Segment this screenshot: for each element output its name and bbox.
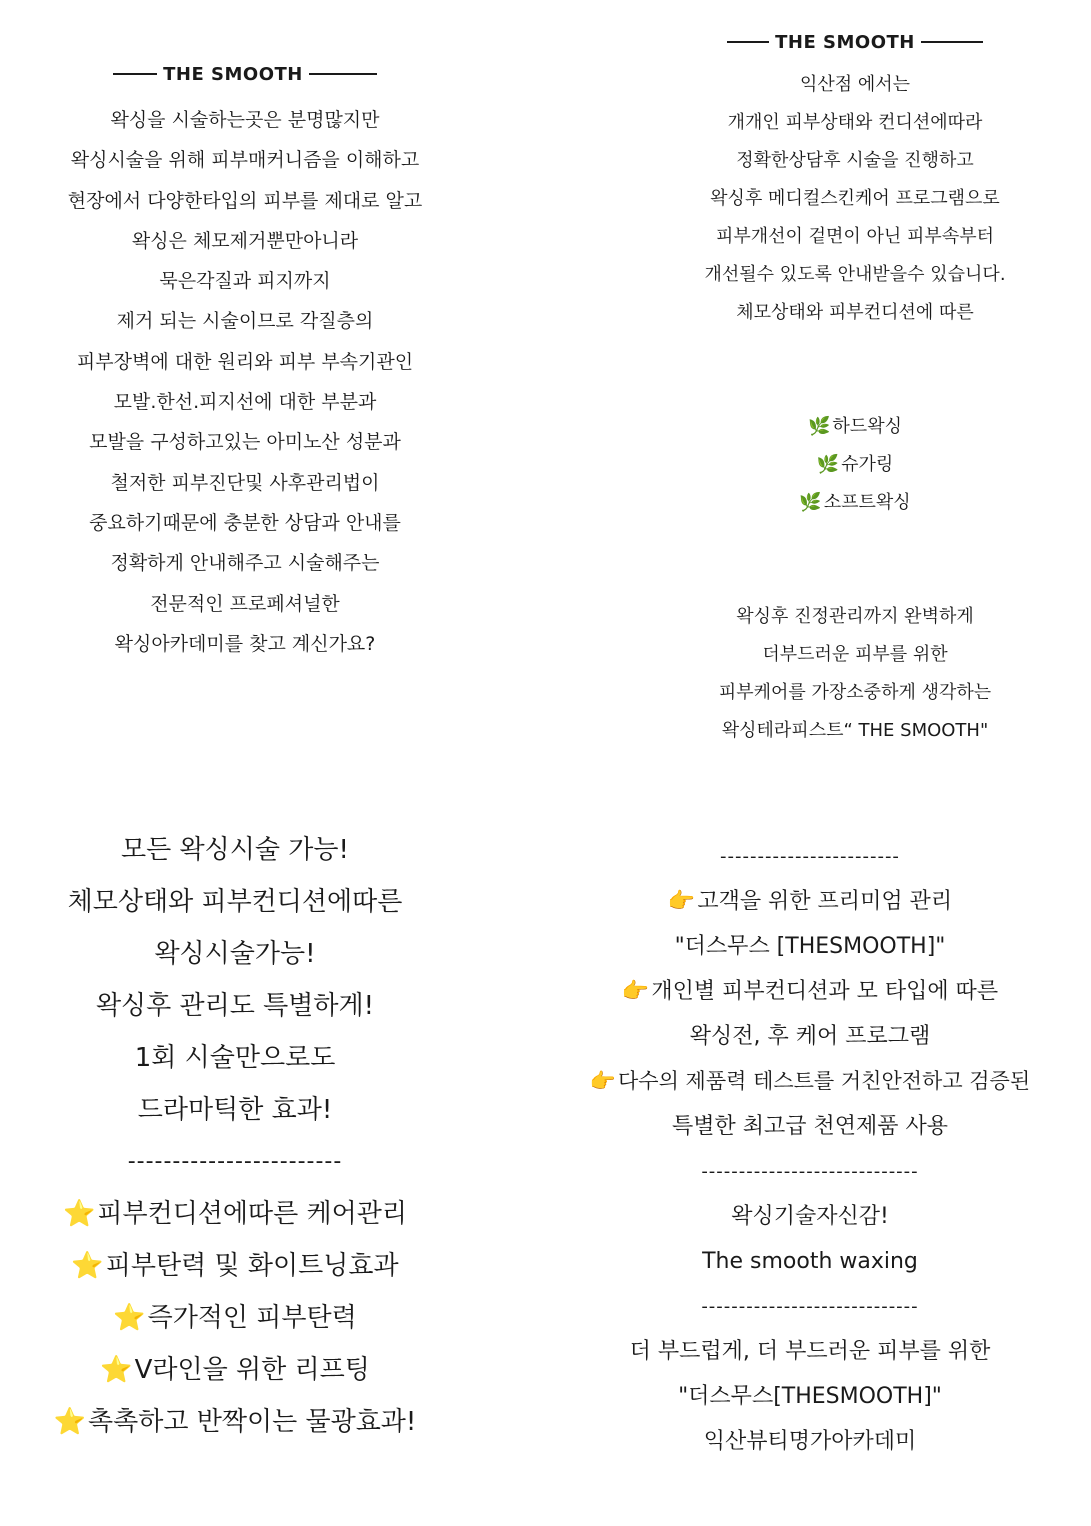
confidence-text: 왁싱기술자신감! <box>731 1204 889 1229</box>
divider-rule <box>921 41 983 43</box>
herb-icon: 🌿 <box>816 454 840 475</box>
pointing-hand-icon: 👉 <box>589 1069 616 1093</box>
tagline: The smooth waxing <box>702 1249 918 1274</box>
feature-sub: "더스무스 [THESMOOTH]" <box>674 934 946 959</box>
service-item: 🌿 슈가링 <box>640 446 1070 484</box>
intro-right <box>640 30 1070 750</box>
text-line: 개개인 피부상태와 컨디션에따라 <box>727 112 983 133</box>
dashed-divider: ------------------------ <box>720 846 900 867</box>
brand-heading-right: THE SMOOTH <box>640 30 1070 54</box>
dashed-divider: ----------------------------- <box>701 1161 919 1182</box>
text-line: 피부케어를 가장소중하게 생각하는 <box>718 682 992 703</box>
herb-icon: 🌿 <box>799 492 822 513</box>
service-item: 🌿 하드왁싱 <box>640 408 1070 446</box>
text-line: 더부드러운 피부를 위한 <box>762 644 948 665</box>
star-icon: ⭐ <box>100 1355 133 1385</box>
benefit-item: ⭐V라인을 위한 리프팅 <box>20 1344 450 1396</box>
dashed-divider: ------------------------ <box>127 1149 343 1174</box>
text-line: 왁싱을 시술하는곳은 분명많지만 <box>110 109 380 131</box>
text-line: 중요하기때문에 충분한 상담과 안내를 <box>89 511 401 534</box>
feature-sub: 왁싱전, 후 케어 프로그램 <box>689 1024 931 1049</box>
promo-left <box>20 824 450 1448</box>
star-icon: ⭐ <box>53 1407 86 1437</box>
headline-line: 체모상태와 피부컨디션에따른 <box>67 887 403 917</box>
star-icon: ⭐ <box>113 1303 146 1333</box>
text-line: 왁싱은 체모제거뿐만아니라 <box>131 229 359 252</box>
closing-line: "더스무스[THESMOOTH]" <box>678 1384 942 1409</box>
text-line: 체모상태와 피부컨디션에 따른 <box>736 302 974 323</box>
feature-sub: 특별한 최고급 천연제품 사용 <box>671 1114 948 1139</box>
text-line: 익산점 에서는 <box>799 74 911 95</box>
text-line: 제거 되는 시술이므로 각질층의 <box>116 310 374 333</box>
pointing-hand-icon: 👉 <box>667 889 696 914</box>
divider-rule <box>727 41 769 43</box>
text-line: 왁싱후 메디컬스킨케어 프로그램으로 <box>710 188 1000 209</box>
herb-icon: 🌿 <box>808 416 831 437</box>
text-line: 전문적인 프로페셔널한 <box>150 592 340 615</box>
text-line: 왁싱후 진정관리까지 완벽하게 <box>736 606 974 627</box>
brand-heading-left: THE SMOOTH <box>30 62 460 86</box>
headline-line: 왁싱후 관리도 특별하게! <box>95 991 375 1021</box>
feature-item: 👉개인별 피부컨디션과 모 타입에 따른 <box>560 969 1060 1014</box>
text-line: 철저한 피부진단및 사후관리법이 <box>110 471 380 494</box>
headline-line: 모든 왁싱시술 가능! <box>121 835 349 865</box>
text-line: 정확하게 안내해주고 시술해주는 <box>110 552 380 575</box>
star-icon: ⭐ <box>62 1199 96 1229</box>
benefit-item: ⭐피부탄력 및 화이트닝효과 <box>20 1240 450 1292</box>
promo-right <box>560 834 1060 1464</box>
text-line: 피부장벽에 대한 원리와 피부 부속기관인 <box>76 350 414 373</box>
academy-name: 익산뷰티명가아카데미 <box>703 1429 917 1454</box>
feature-item: 👉고객을 위한 프리미엄 관리 <box>560 879 1060 924</box>
benefit-item: ⭐피부컨디션에따른 케어관리 <box>20 1188 450 1240</box>
text-line: 묵은각질과 피지까지 <box>159 270 331 293</box>
text-line: 현장에서 다양한타입의 피부를 제대로 알고 <box>67 189 423 212</box>
pointing-hand-icon: 👉 <box>621 979 650 1004</box>
service-list <box>640 408 1070 522</box>
closing-line: 더 부드럽게, 더 부드러운 피부를 위한 <box>629 1339 991 1364</box>
text-line: 왁싱테라피스트“ THE SMOOTH" <box>721 720 989 741</box>
benefit-item: ⭐즉가적인 피부탄력 <box>20 1292 450 1344</box>
text-line: 정확한상담후 시술을 진행하고 <box>736 150 974 171</box>
headline-line: 1회 시술만으로도 <box>134 1043 336 1073</box>
text-line: 모발을 구성하고있는 아미노산 성분과 <box>89 431 401 454</box>
divider-rule <box>309 73 377 75</box>
service-item: 🌿 소프트왁싱 <box>640 484 1070 522</box>
text-line: 개선될수 있도록 안내받을수 있습니다. <box>704 264 1006 285</box>
text-line: 왁싱아카데미를 찾고 계신가요? <box>114 632 376 655</box>
headline-line: 드라마틱한 효과! <box>137 1095 333 1125</box>
headline-line: 왁싱시술가능! <box>154 939 316 969</box>
text-line: 피부개선이 겉면이 아닌 피부속부터 <box>716 226 994 247</box>
text-line: 왁싱시술을 위해 피부매커니즘을 이해하고 <box>70 149 420 172</box>
text-line: 모발.한선.피지선에 대한 부분과 <box>113 391 377 414</box>
feature-item: 👉다수의 제품력 테스트를 거친안전하고 검증된 <box>560 1059 1060 1104</box>
divider-rule <box>113 73 157 75</box>
intro-left <box>30 62 460 664</box>
star-icon: ⭐ <box>71 1251 104 1281</box>
benefit-item: ⭐촉촉하고 반짝이는 물광효과! <box>20 1396 450 1448</box>
dashed-divider: ----------------------------- <box>701 1296 919 1317</box>
closing-text <box>640 598 1070 750</box>
